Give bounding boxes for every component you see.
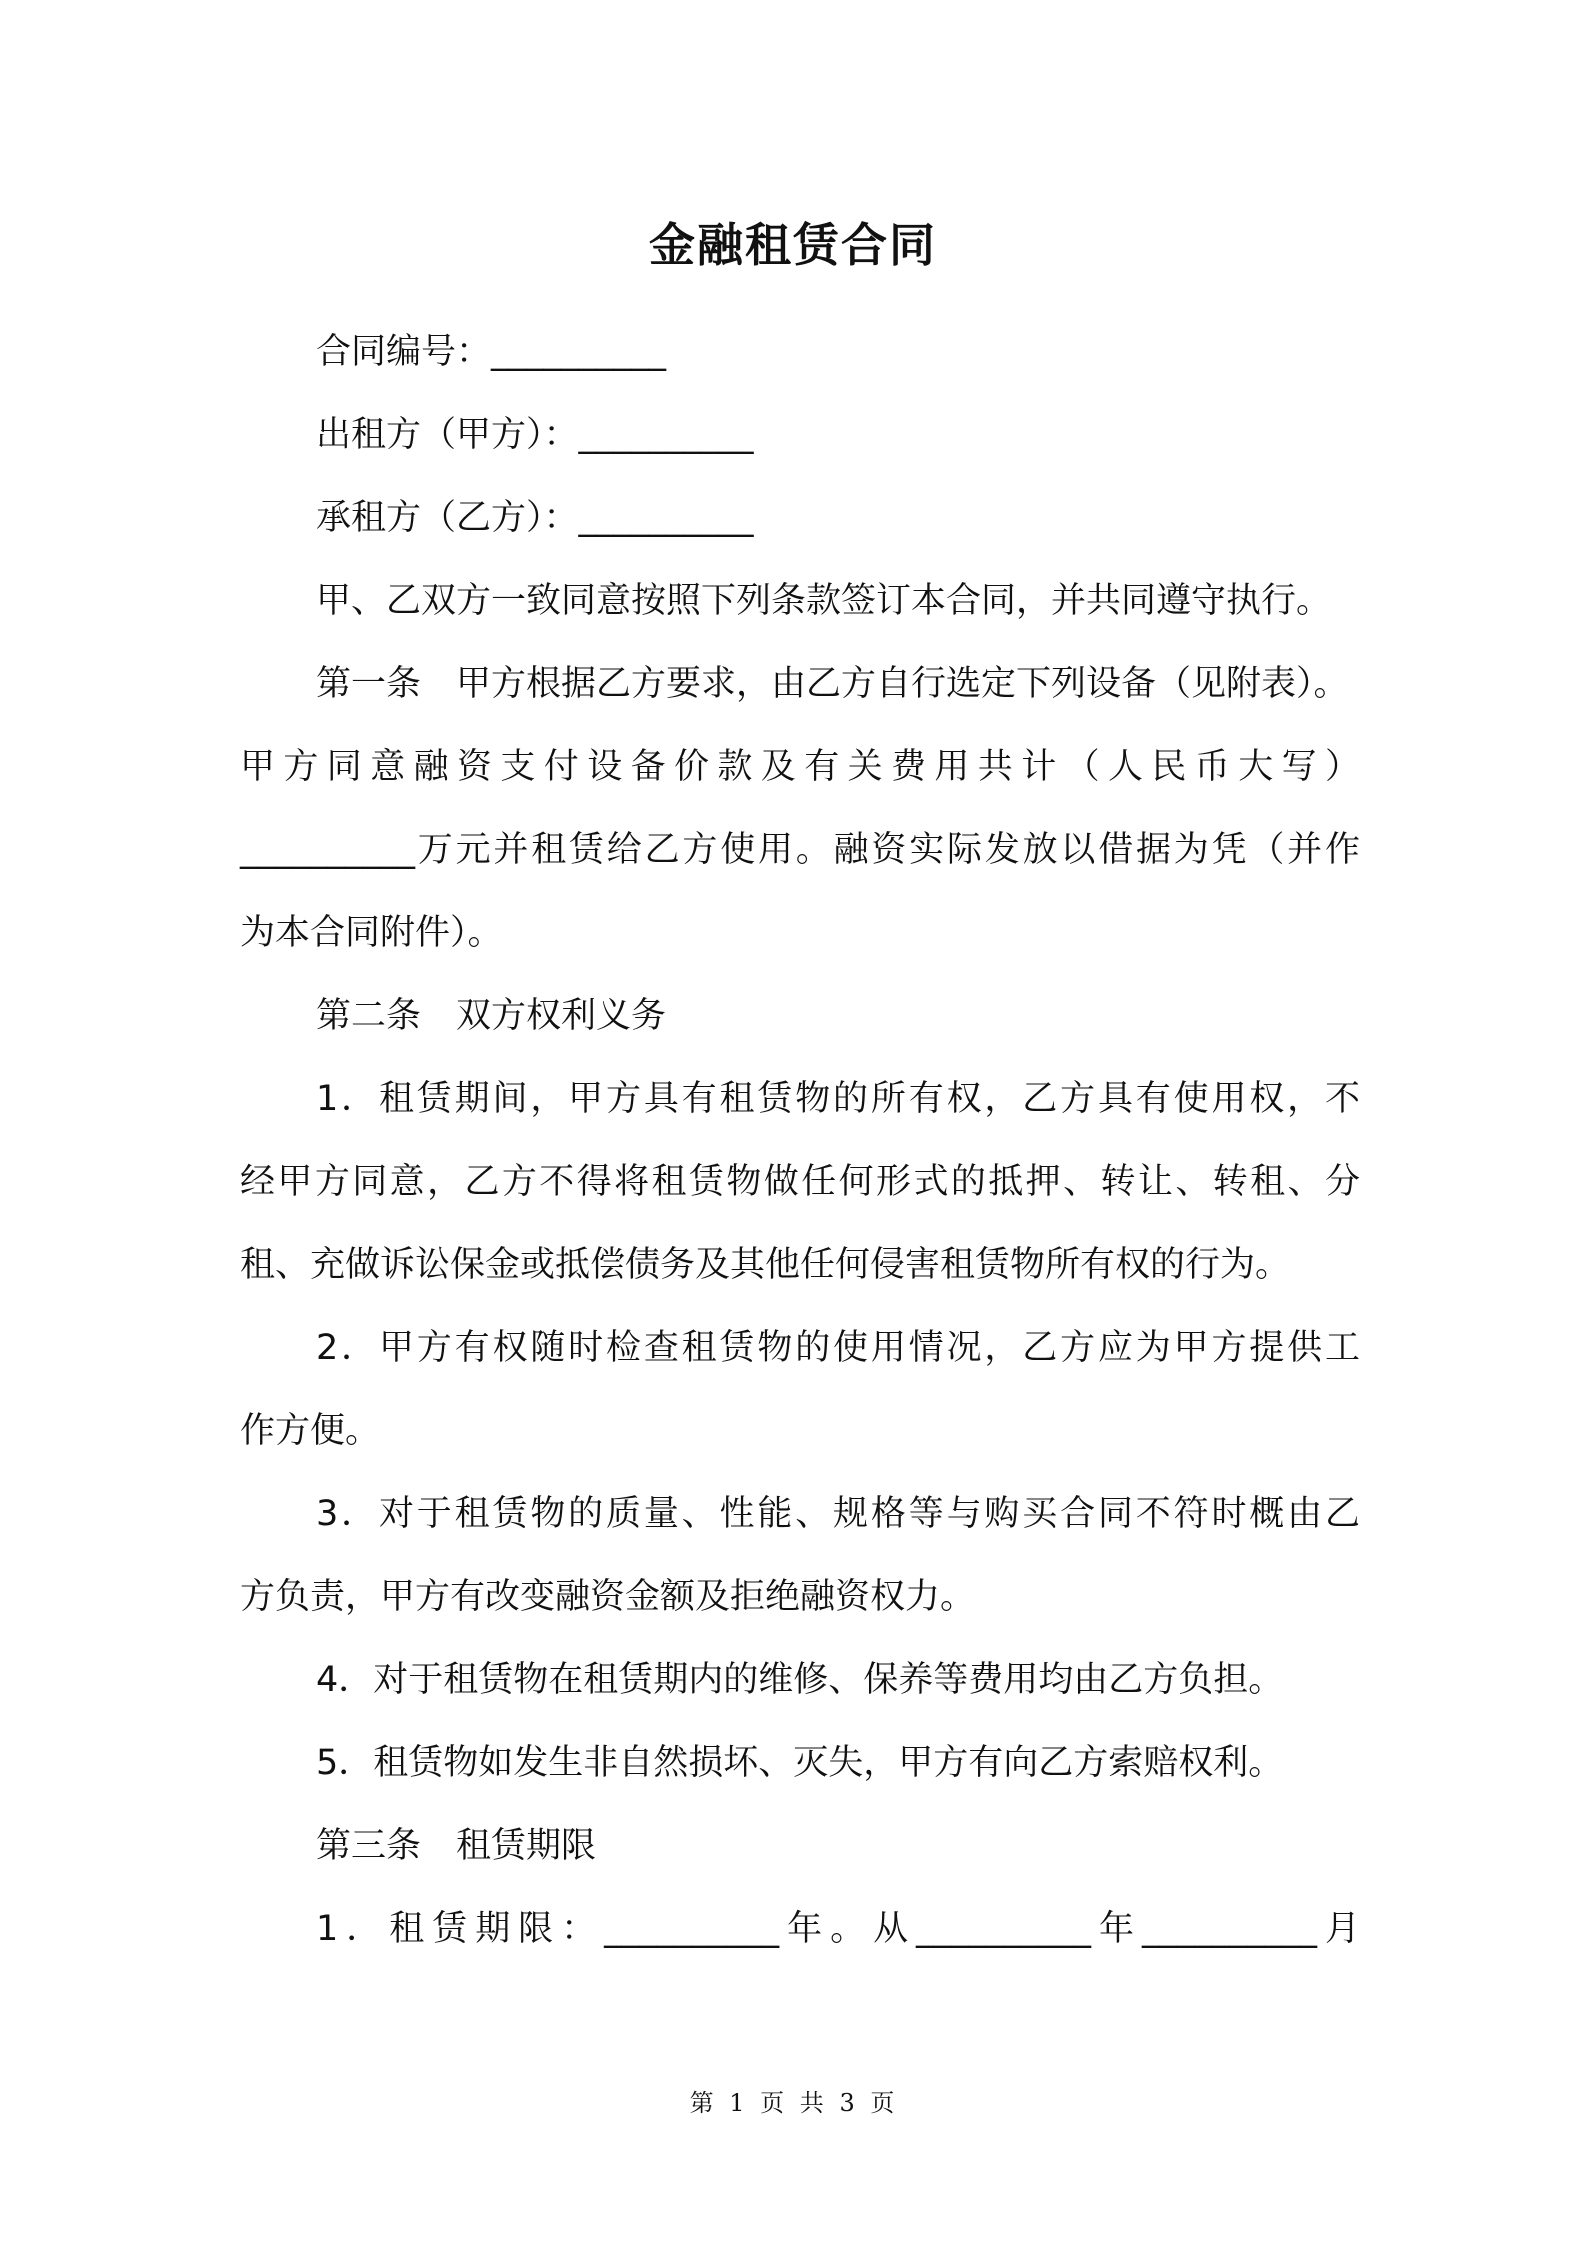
- article-2-item-3-line-2: 方负责，甲方有改变融资金额及拒绝融资权力。: [240, 1577, 976, 1617]
- contract-number-line: 合同编号：__________: [316, 332, 667, 372]
- article-2-item-4: 4．对于租赁物在租赁期内的维修、保养等费用均由乙方负担。: [316, 1660, 1284, 1700]
- article-2-item-5: 5．租赁物如发生非自然损坏、灭失，甲方有向乙方索赔权利。: [316, 1743, 1284, 1783]
- article-3-item-1: 1．租赁期限：__________年。从__________年__________月: [316, 1909, 1360, 1949]
- preamble-line: 甲、乙双方一致同意按照下列条款签订本合同，并共同遵守执行。: [316, 581, 1332, 621]
- article-1-line-4: 为本合同附件）。: [240, 913, 503, 953]
- article-2-item-2-line-2: 作方便。: [240, 1411, 381, 1451]
- page-footer: 第 1 页 共 3 页: [689, 2089, 897, 2117]
- article-3-heading: 第三条 租赁期限: [316, 1826, 597, 1866]
- article-2-heading: 第二条 双方权利义务: [316, 996, 667, 1036]
- article-1-line-1: 第一条 甲方根据乙方要求，由乙方自行选定下列设备（见附表）。: [316, 664, 1349, 704]
- document-title: 金融租赁合同: [649, 218, 937, 272]
- article-2-item-1-line-1: 1．租赁期间，甲方具有租赁物的所有权，乙方具有使用权，不: [316, 1079, 1360, 1119]
- article-2-item-1-line-2: 经甲方同意，乙方不得将租赁物做任何形式的抵押、转让、转租、分: [240, 1162, 1360, 1202]
- article-1-line-3: __________万元并租赁给乙方使用。融资实际发放以借据为凭（并作: [240, 830, 1360, 870]
- article-2-item-2-line-1: 2．甲方有权随时检查租赁物的使用情况，乙方应为甲方提供工: [316, 1328, 1360, 1368]
- article-1-line-2: 甲方同意融资支付设备价款及有关费用共计（人民币大写）: [240, 747, 1360, 787]
- article-2-item-1-line-3: 租、充做诉讼保金或抵偿债务及其他任何侵害租赁物所有权的行为。: [240, 1245, 1291, 1285]
- article-2-item-3-line-1: 3．对于租赁物的质量、性能、规格等与购买合同不符时概由乙: [316, 1494, 1360, 1534]
- lessor-line: 出租方（甲方）：__________: [316, 415, 754, 455]
- lessee-line: 承租方（乙方）：__________: [316, 498, 754, 538]
